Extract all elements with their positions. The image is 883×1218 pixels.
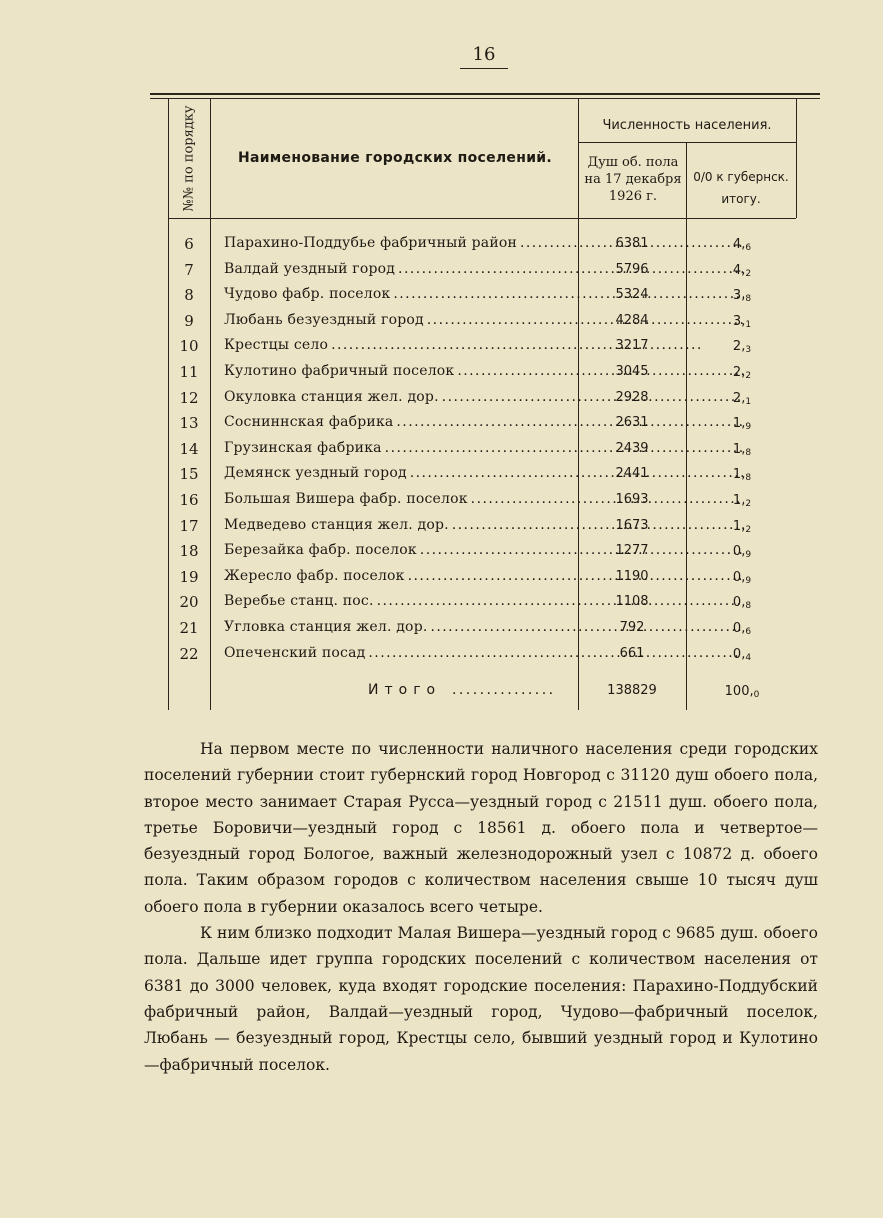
row-settlement-name: Крестцы село . . . <box>224 337 744 359</box>
row-settlement-name: Чудово фабр. поселок . . . <box>224 286 744 308</box>
row-population: 5796 <box>615 261 649 277</box>
row-percent: $0,_4$ <box>732 646 752 663</box>
row-number: 9 <box>184 311 194 330</box>
total-label: Итого <box>368 682 442 699</box>
row-settlement-name: Сосниннская фабрика . . . <box>224 414 744 436</box>
page-number-underline <box>460 68 508 69</box>
row-number: 12 <box>179 388 199 407</box>
row-settlement-name: Кулотино фабричный поселок . . . <box>224 363 744 385</box>
row-settlement-name: Окуловка станция жел. дор. . . . <box>224 389 744 411</box>
row-population: 792 <box>619 620 645 635</box>
table-row <box>168 259 808 284</box>
table-row <box>168 566 808 591</box>
row-population: 1673 <box>615 517 649 533</box>
row-percent: $0,_9$ <box>732 544 752 561</box>
row-settlement-name: Грузинская фабрика . . . <box>224 440 744 462</box>
row-percent: $2,_3$ <box>732 339 752 356</box>
body-text <box>144 736 818 1078</box>
row-population: 4284 <box>615 312 649 328</box>
row-population: 3045 <box>615 364 649 379</box>
row-settlement-name: Демянск уездный город . . . <box>224 465 744 487</box>
row-percent: $1,_8$ <box>732 467 752 484</box>
row-number: 13 <box>179 414 199 433</box>
row-percent: $0,_6$ <box>732 621 752 637</box>
row-number: 7 <box>184 260 194 279</box>
row-number: 6 <box>184 235 194 253</box>
row-percent: $4,_6$ <box>732 237 752 253</box>
row-number: 17 <box>179 516 199 535</box>
total-population: 138829 <box>607 683 657 699</box>
table-row <box>168 540 808 565</box>
row-population: 6381 <box>615 236 649 251</box>
row-population: 2631 <box>615 415 649 431</box>
table-row <box>168 412 808 437</box>
table-row <box>168 591 808 616</box>
table-group-underline <box>578 142 796 143</box>
row-percent: $1,_2$ <box>732 493 752 509</box>
paragraph: На первом месте по численности наличного населения среди городских поселений губернии стоит губернский город Новгород с 31120 душ обоего пола, второе место занимает Старая Русса—уездный город с 21511 душ. обоего пола, третье Боровичи—уездный город с 18561 д. обоего пола и четвертое—безуездный город Бологое, важный железнодорожный узел с 10872 д. обоего пола. Таким образом городов с количеством населения свыше 10 тысяч душ обоего пола в губернии оказалось всего четыре. <box>144 740 818 916</box>
header-name: Наименование городских поселений. <box>237 150 553 166</box>
table-row <box>168 233 808 258</box>
table-top-rule <box>150 93 820 95</box>
row-percent: $0,_8$ <box>732 595 752 612</box>
row-settlement-name: Большая Вишера фабр. поселок . . . <box>224 491 744 513</box>
row-settlement-name: Любань безуездный город . . . <box>224 312 744 334</box>
table-row <box>168 310 808 335</box>
row-percent: $4,_2$ <box>732 262 752 279</box>
row-population: 1190 <box>615 568 649 584</box>
table-row <box>168 387 808 412</box>
row-settlement-name: Жересло фабр. поселок . . . <box>224 568 744 590</box>
row-number: 8 <box>184 286 194 305</box>
row-settlement-name: Парахино-Поддубье фабричный район . . . <box>224 235 744 257</box>
row-number: 11 <box>179 363 199 381</box>
row-population: 661 <box>619 645 645 661</box>
total-leader-dots: . . . . . . . . . . . . . . . <box>452 682 553 699</box>
row-number: 19 <box>179 567 199 586</box>
row-population: 1108 <box>615 594 649 610</box>
header-population-count: Душ об. пола на 17 декабря 1926 г. <box>584 155 682 204</box>
row-percent: $0,_9$ <box>732 569 752 586</box>
table-total-row <box>168 680 808 705</box>
row-population: 2439 <box>615 440 649 456</box>
paragraph: К ним близко подходит Малая Вишера—уездный город с 9685 душ. обоего пола. Дальше идет группа городских поселений с количеством населения от 6381 до 3000 человек, куда входят городские поселения: Парахино-Поддубский фабричный район, Валдай—уездный город, Чудово—фабричный поселок, Любань — безуездный город, Крестцы село, бывший уездный город и Кулотино—фабричный поселок. <box>144 924 818 1074</box>
row-settlement-name: Угловка станция жел. дор. . . . <box>224 619 744 641</box>
row-population: 1277 <box>615 543 649 559</box>
total-percent: $100,_0$ <box>724 684 760 701</box>
row-population: 2441 <box>615 466 649 482</box>
table-header-bottom-rule <box>168 218 796 219</box>
row-percent: $3,_1$ <box>732 313 752 330</box>
row-percent: $1,_2$ <box>732 518 752 535</box>
row-population: 3217 <box>615 338 649 354</box>
table-row <box>168 335 808 360</box>
table-border-right <box>796 98 797 218</box>
row-number: 18 <box>179 542 199 561</box>
row-number: 20 <box>179 593 199 612</box>
row-percent: $1,_8$ <box>732 441 752 458</box>
row-percent: $2,_1$ <box>732 390 752 407</box>
row-settlement-name: Валдай уездный город . . . <box>224 261 744 283</box>
row-percent: $1,_9$ <box>732 416 752 433</box>
table-row <box>168 463 808 488</box>
table-row <box>168 438 808 463</box>
row-settlement-name: Опеченский посад . . . <box>224 645 744 667</box>
row-number: 16 <box>179 491 199 509</box>
row-number: 21 <box>179 619 199 637</box>
row-settlement-name: Березайка фабр. поселок . . . <box>224 542 744 564</box>
table-row <box>168 515 808 540</box>
page-number: 16 <box>472 44 496 65</box>
row-number: 22 <box>179 644 199 663</box>
header-percent: 0/0 к губернск. итогу. <box>693 170 789 206</box>
row-settlement-name: Медведево станция жел. дор. . . . <box>224 517 744 539</box>
header-population-group: Численность населения. <box>602 118 772 133</box>
row-settlement-name: Веребье станц. пос. . . . <box>224 593 744 615</box>
row-number: 15 <box>179 465 199 484</box>
row-number: 10 <box>179 337 199 356</box>
row-percent: $2,_2$ <box>732 365 752 381</box>
row-percent: $3,_8$ <box>732 288 752 305</box>
row-population: 1693 <box>615 492 649 507</box>
table-row <box>168 617 808 642</box>
row-population: 5324 <box>615 287 649 303</box>
table-row <box>168 284 808 309</box>
header-num: №№ по порядку <box>181 104 197 212</box>
table-row <box>168 643 808 668</box>
table-top-rule-thin <box>150 98 820 99</box>
table-row <box>168 489 808 514</box>
table-row <box>168 361 808 386</box>
row-number: 14 <box>179 439 199 458</box>
row-population: 2928 <box>615 389 649 405</box>
